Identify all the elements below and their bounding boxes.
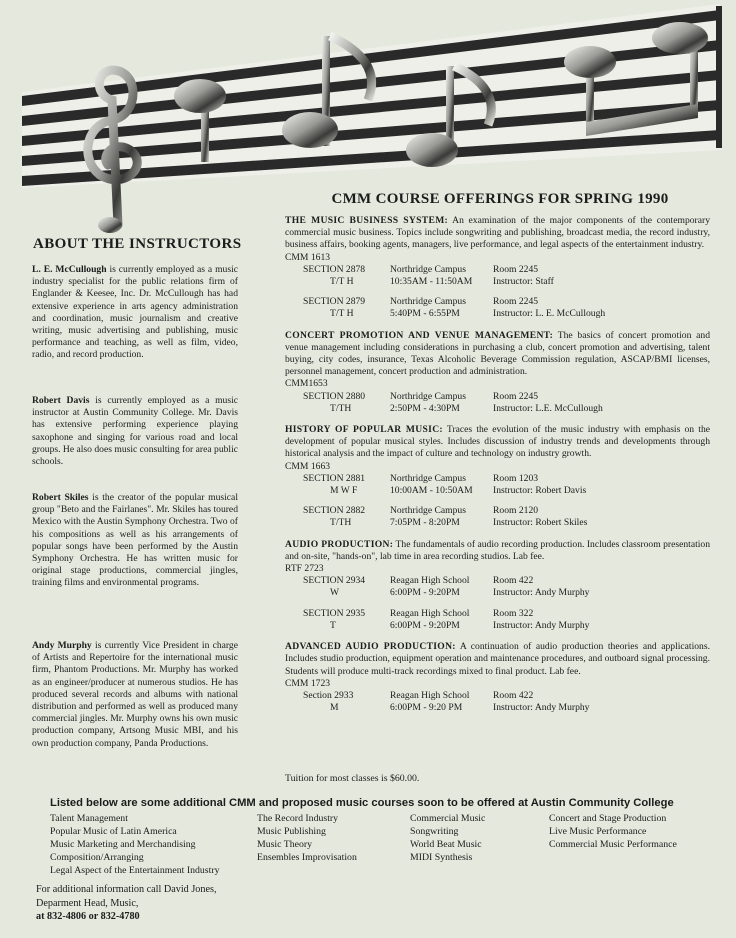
phone-numbers: at 832-4806 or 832-4780 (36, 911, 140, 922)
course-description: HISTORY OF POPULAR MUSIC: Traces the evolution of the music industry with emphasis on the development of popular musical styles. Includes discussion of industry trends and developments through historical analysis and the impact of culture and technology on industry growth. (285, 424, 710, 460)
course-block: HISTORY OF POPULAR MUSIC: Traces the evolution of the music industry with emphasis on the development of popular musical styles. Includes discussion of industry trends and developments through historical analysis and the impact of culture and technology on industry growth. CMM 1663 SECTION 2881 Northridge Campus Room 1203 M W F 10:00AM - 10:50AM Instructor: Robert Davis SECTION 2882 Northridge Campus Room 2120 T/TH 7:05PM - 8:20PM Instructor: Robert Skiles (285, 424, 710, 529)
course-block: ADVANCED AUDIO PRODUCTION: A continuation of audio production theories and applications. Includes studio production, equipment operation and maintenance procedures, and outboard signal processing. Students will produce multi-track recordings mixed to final product. Lab fee. CMM 1723 Section 2933 Reagan High School Room 422 M 6:00PM - 9:20 PM Instructor: Andy Murphy (285, 641, 710, 714)
instructor-name: Robert Davis (32, 395, 90, 406)
course-description: THE MUSIC BUSINESS SYSTEM: An examination of the major components of the contemporary commercial music business. Topics include songwriting and publishing, broadcast media, the record industry, business affairs, booking agents, managers, live performance, and legal aspects of the entertainment industry. (285, 215, 710, 251)
page-title: CMM COURSE OFFERINGS FOR SPRING 1990 (331, 191, 669, 207)
course-block: CONCERT PROMOTION AND VENUE MANAGEMENT: The basics of concert promotion and venue management including considerations in purchasing a club, concert promotion and advertising, talent buying, city codes, insurance, Texas Alcoholic Beverage Commission regulation, ASCAP/BMI licenses, personnel management, concert production and administration. CMM1653 SECTION 2880 Northridge Campus Room 2245 T/TH 2:50PM - 4:30PM Instructor: L.E. McCullough (285, 329, 710, 414)
instructor-bio: Robert Davis is currently employed as a music instructor at Austin Community College. Mr. Davis has extensive performing experience playing saxophone and singing for various road and local groups. He also does music consulting for area public schools. (32, 395, 238, 468)
course-list (285, 215, 710, 723)
instructor-bio: Robert Skiles is the creator of the popular musical group "Beto and the Fairlanes". Mr. Skiles has toured Mexico with the Austin Symphony Orchestra. Two of his compositions as well as his arrangements of popular songs have been performed by the Austin Symphony Orchestra. He has written music for original stage productions, commercial jingles, training films and environmental programs. (32, 492, 238, 589)
instructor-name: Robert Skiles (32, 492, 89, 503)
course-description: AUDIO PRODUCTION: The fundamentals of audio recording production. Includes classroom presentation and on-site, "hands-on", lab time in area recording studios. Lab fee. (285, 538, 711, 562)
instructor-name: L. E. McCullough (32, 264, 107, 275)
contact-info: For additional information call David Jones, Deparment Head, Music, at 832-4806 or 832-4780 (36, 884, 217, 922)
tuition-note: Tuition for most classes is $60.00. (285, 773, 420, 784)
bar-line (716, 6, 722, 148)
course-block: THE MUSIC BUSINESS SYSTEM: An examination of the major components of the contemporary commercial music business. Topics include songwriting and publishing, broadcast media, the record industry, business affairs, booking agents, managers, live performance, and legal aspects of the entertainment industry. CMM 1613 SECTION 2878 Northridge Campus Room 2245 T/T H 10:35AM - 11:50AM Instructor: Staff SECTION 2879 Northridge Campus Room 2245 T/T H 5:40PM - 6:55PM Instructor: L. E. McCullough (285, 215, 710, 320)
instructor-name: Andy Murphy (32, 640, 92, 651)
course-code: CMM 1663 (285, 460, 331, 472)
course-name-list: The Record Industry Music Publishing Music Theory Ensembles Improvisation (257, 813, 357, 863)
instructor-bio: Andy Murphy is currently Vice President in charge of Artists and Repertoire for the international music firm, Phantom Productions. Mr. Murphy has worked as an engineer/producer at numerous studios. He has produced several records and albums with national distribution and performed as well as produced many commercial jingles. Mr. Murphy owns his own music production company, Artsong Music MBI, and his own production company, Panda Productions. (32, 640, 238, 749)
course-code: CMM1653 (285, 378, 328, 390)
course-block: AUDIO PRODUCTION: The fundamentals of audio recording production. Includes classroom presentation and on-site, "hands-on", lab time in area recording studios. Lab fee. RTF 2723 SECTION 2934 Reagan High School Room 422 W 6:00PM - 9:20PM Instructor: Andy Murphy SECTION 2935 Reagan High School Room 322 T 6:00PM - 9:20PM Instructor: Andy Murphy (285, 538, 711, 631)
additional-courses-heading: Listed below are some additional CMM and proposed music courses soon to be offered at Austin Community College (50, 797, 674, 809)
about-instructors-heading: ABOUT THE INSTRUCTORS (33, 236, 242, 252)
course-name-list: Concert and Stage Production Live Music Performance Commercial Music Performance (549, 813, 677, 850)
course-name-list: Talent Management Popular Music of Latin America Music Marketing and Merchandising Composition/Arranging Legal Aspect of the Entertainment Industry (50, 813, 220, 876)
course-name-list: Commercial Music Songwriting World Beat Music MIDI Synthesis (410, 813, 486, 863)
course-description: ADVANCED AUDIO PRODUCTION: A continuation of audio production theories and applications. Includes studio production, equipment operation and maintenance procedures, and outboard signal processing. Students will produce multi-track recordings mixed to final product. Lab fee. (285, 641, 710, 677)
instructor-bio: L. E. McCullough is currently employed as a music industry specialist for the public relations firm of Englander & Keesee, Inc. Dr. McCullough has had extensive experience in arts agency administration and coordination, music journalism and creative writing, music advertising and publishing, music performance and teaching, as well as film, video, radio, and record production. (32, 264, 238, 361)
course-code: CMM 1613 (285, 251, 331, 263)
course-code: RTF 2723 (285, 563, 324, 575)
course-code: CMM 1723 (285, 677, 331, 689)
course-description: CONCERT PROMOTION AND VENUE MANAGEMENT: The basics of concert promotion and venue management including considerations in purchasing a club, concert promotion and advertising, talent buying, city codes, insurance, Texas Alcoholic Beverage Commission regulation, ASCAP/BMI licenses, personnel management, concert production and administration. (285, 329, 710, 378)
